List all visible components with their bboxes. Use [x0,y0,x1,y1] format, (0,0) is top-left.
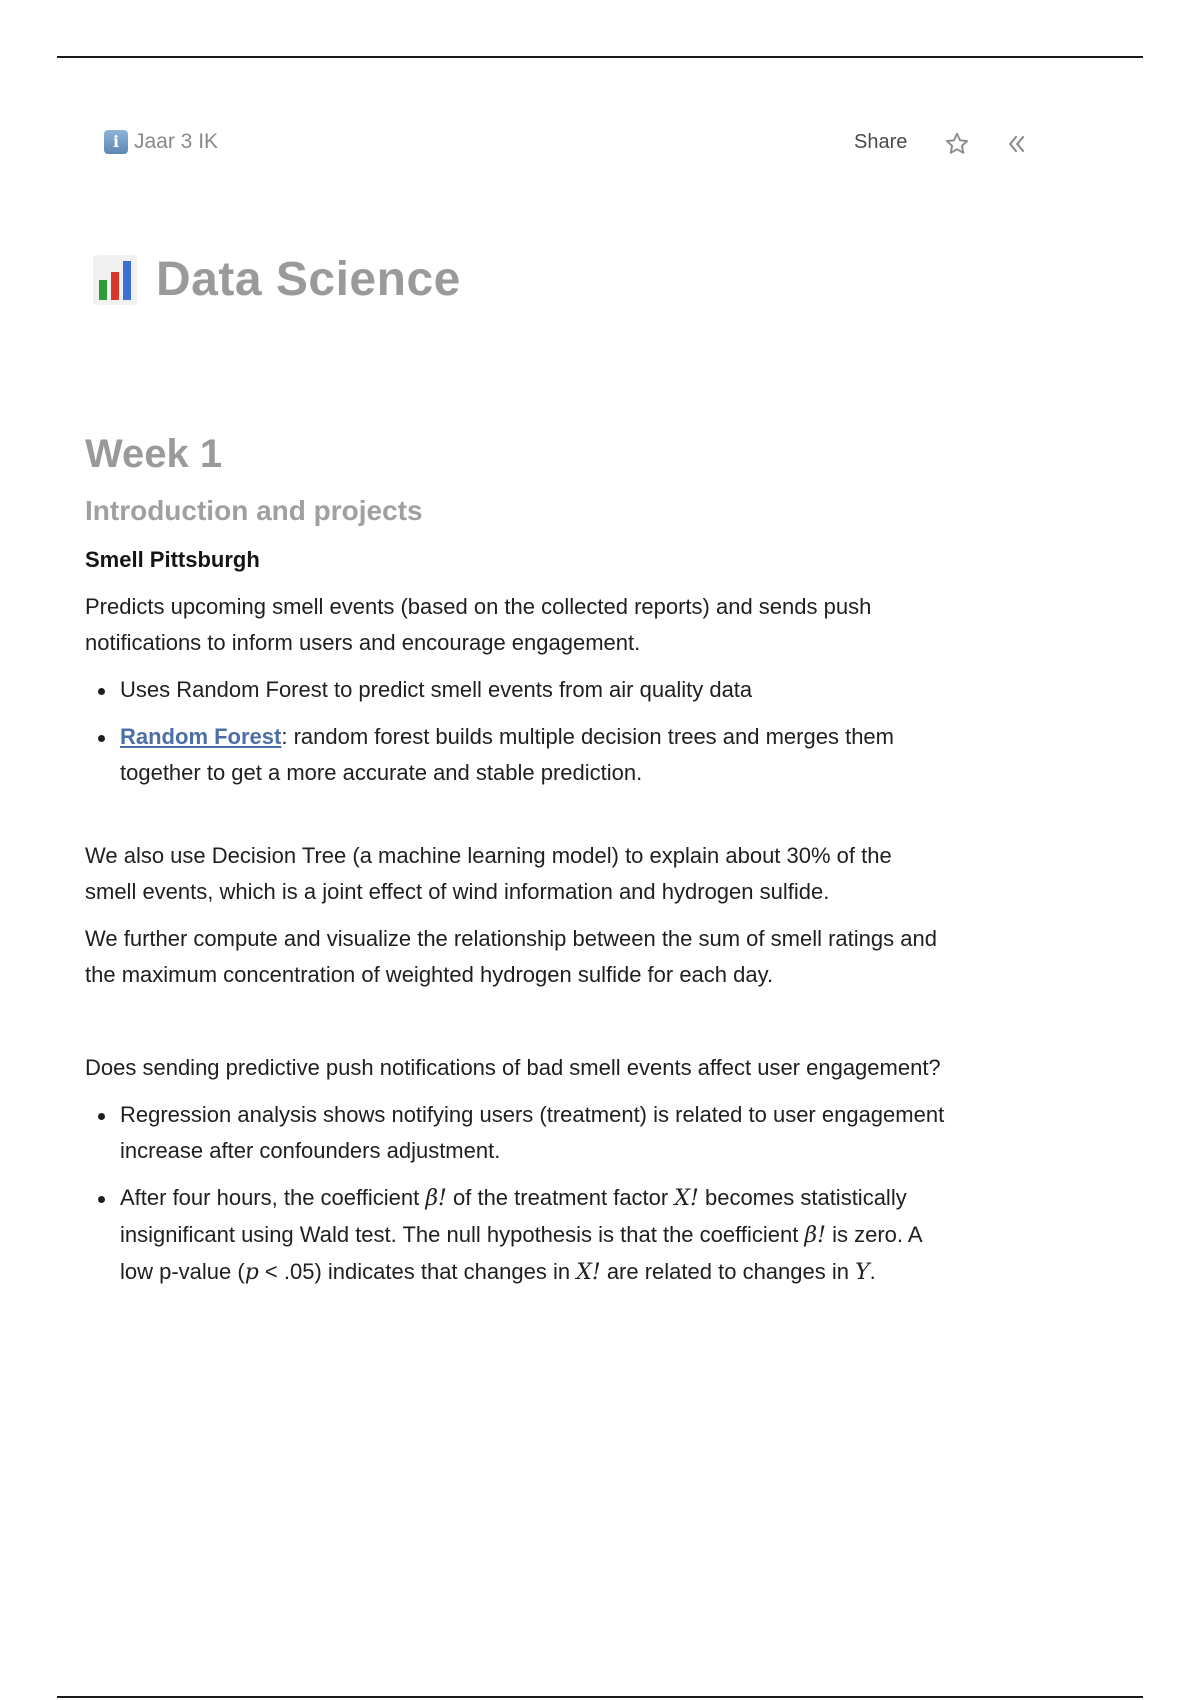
top-bar [104,128,1029,164]
section-heading: Introduction and projects [85,495,423,526]
list-item-text: : random forest builds multiple decision trees and merges them together to get a more accurate and stable prediction. [120,724,894,786]
list-item: Uses Random Forest to predict smell events from air quality data [85,672,945,708]
breadcrumb[interactable] [104,130,218,154]
week-heading: Week 1 [85,432,223,476]
project-bullets [85,672,945,791]
bar-chart-icon [92,254,138,306]
math-x: X! [576,1260,601,1286]
star-icon [943,130,971,158]
math-beta: β! [804,1223,826,1249]
bottom-divider [57,1696,1143,1698]
project-heading: Smell Pittsburgh [85,546,260,572]
page-title: Data Science [156,253,461,306]
decision-tree-paragraph: We also use Decision Tree (a machine learning model) to explain about 30% of the smell events, which is a joint effect of wind information and hydrogen sulfide. [85,843,892,905]
text-run: are related to changes in [600,1259,856,1285]
math-beta: β! [425,1186,447,1212]
list-item: Regression analysis shows notifying users (treatment) is related to user engagement increase after confounders adjustment. [85,1097,945,1169]
share-button[interactable]: Share [854,131,908,153]
breadcrumb-label: Jaar 3 IK [134,130,219,153]
favorite-button[interactable] [943,130,971,158]
top-divider [57,56,1143,58]
collapse-button[interactable] [1002,130,1030,158]
info-icon: i [104,130,128,154]
text-run: After four hours, the coefficient [120,1185,426,1211]
text-run: < .05) indicates that changes in [258,1259,577,1285]
intro-paragraph: Predicts upcoming smell events (based on the collected reports) and sends push notifications to inform users and encourage engagement. [85,594,872,656]
math-y: Y [855,1260,870,1286]
text-run: becomes statistically insignificant using Wald test. The null hypothesis is that the coefficient [120,1185,907,1248]
text-run: is zero. A low p-value ( [120,1222,922,1285]
question-paragraph: Does sending predictive push notifications of bad smell events affect user engagement? [85,1055,941,1081]
math-p: p [244,1260,259,1286]
text-run: of the treatment factor [446,1185,675,1211]
page-header [92,252,461,307]
analysis-bullets [85,1097,945,1291]
random-forest-link[interactable]: Random Forest [120,724,282,750]
visualize-paragraph: We further compute and visualize the relationship between the sum of smell ratings and the maximum concentration of weighted hydrogen sulfide for each day. [85,926,937,988]
list-item [85,719,945,791]
text-run: . [869,1259,876,1285]
page-content [85,432,945,1302]
list-item [85,1180,945,1291]
math-x: X! [674,1186,699,1212]
double-chevron-left-icon [1002,130,1030,158]
